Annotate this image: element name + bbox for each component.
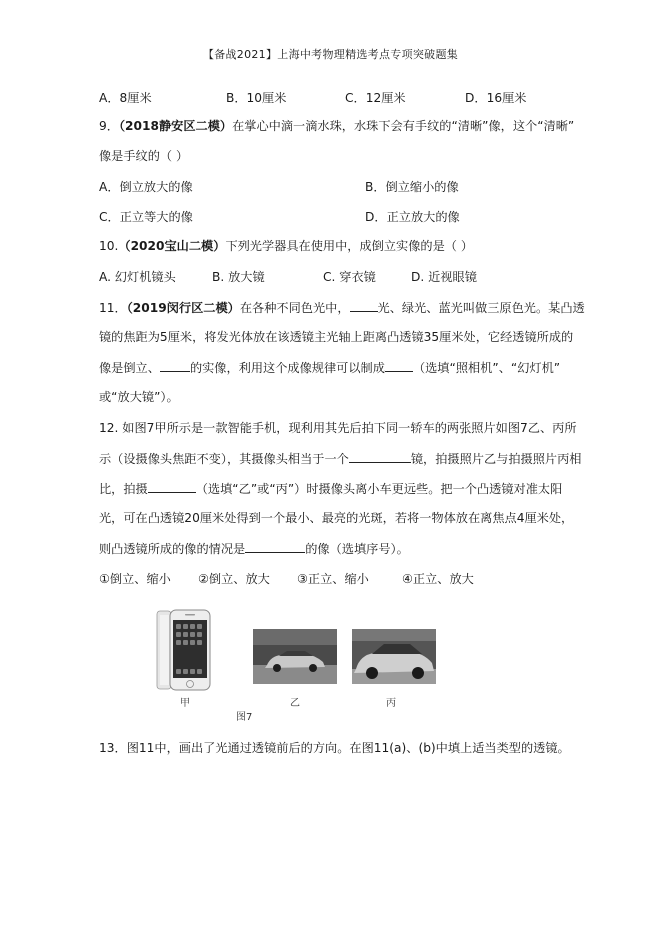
q11-line-1 (99, 299, 585, 316)
q10-option-b: B. 放大镜 (212, 270, 265, 284)
q12-choice-3: ③正立、缩小 (297, 572, 369, 586)
q11-line-3 (99, 359, 560, 376)
q9-line-2: 像是手纹的（ ） (99, 149, 189, 163)
figure-label-jia: 甲 (180, 698, 190, 709)
q12-choice-2: ②倒立、放大 (198, 572, 270, 586)
q11-line-4: 或“放大镜”）。 (99, 390, 179, 404)
smartphone-image (156, 609, 214, 691)
q11-number: 11． (99, 301, 127, 315)
q12-text-3a: 比，拍摄 (99, 482, 148, 496)
q8-option-c: C．12厘米 (345, 91, 406, 105)
q11-text-1a: 在各种不同色光中， (239, 301, 350, 315)
q11-text-3a: 像是倒立、 (99, 361, 160, 375)
figure-label-bing: 丙 (386, 698, 396, 709)
q10-line (99, 238, 473, 254)
q11-text-3c: （选填“照相机”、“幻灯机” (412, 361, 561, 375)
q10-option-d: D. 近视眼镜 (411, 270, 477, 284)
q12-choice-4: ④正立、放大 (402, 572, 474, 586)
q9-option-b: B．倒立缩小的像 (365, 180, 459, 194)
q12-text-5b: 的像（选填序号）。 (305, 542, 409, 556)
q13-line: 13．图11中，画出了光通过透镜前后的方向。在图11(a)、(b)中填上适当类型的透镜。 (99, 741, 570, 755)
car-photo-yi (253, 629, 337, 684)
q12-text-2b: 镜，拍摄照片乙与拍摄照片丙相 (410, 452, 582, 466)
q10-option-a: A. 幻灯机镜头 (99, 270, 176, 284)
q9-text-1: 在掌心中滴一滴水珠，水珠下会有手纹的“清晰”像，这个“清晰” (232, 119, 575, 133)
q11-line-2: 镜的焦距为5厘米，将发光体放在该透镜主光轴上距离凸透镜35厘米处，它经透镜所成的 (99, 330, 574, 344)
q12-text-3b: （选填“乙”或“丙”）时摄像头离小车更远些。把一个凸透镜对准太阳 (195, 482, 563, 496)
q12-choice-1: ①倒立、缩小 (99, 572, 171, 586)
q12-text-2a: 示（设摄像头焦距不变），其摄像头相当于一个 (99, 452, 349, 466)
q10-number: 10. (99, 239, 119, 253)
q9-option-a: A．倒立放大的像 (99, 180, 193, 194)
q9-line-1 (99, 118, 574, 134)
q8-option-b: B．10厘米 (226, 91, 287, 105)
q10-option-c: C. 穿衣镜 (323, 270, 376, 284)
q11-blank-3[interactable] (385, 359, 413, 372)
q12-line-4: 光，可在凸透镜20厘米处得到一个最小、最亮的光斑，若将一物体放在离焦点4厘米处， (99, 511, 574, 525)
q9-option-c: C．正立等大的像 (99, 210, 193, 224)
q8-option-d: D．16厘米 (465, 91, 527, 105)
q10-source: （2020宝山二模） (118, 239, 226, 253)
q12-blank-2[interactable] (148, 480, 196, 493)
q12-line-2 (99, 450, 581, 467)
q8-option-a: A．8厘米 (99, 91, 152, 105)
q12-line-1: 12. 如图7甲所示是一款智能手机，现利用其先后拍下同一轿车的两张照片如图7乙、丙所 (99, 421, 577, 435)
q12-line-3 (99, 480, 562, 497)
q10-text: 下列光学器具在使用中，成倒立实像的是（ ） (225, 239, 474, 253)
q9-option-d: D．正立放大的像 (365, 210, 460, 224)
q12-line-5 (99, 540, 409, 557)
q12-blank-3[interactable] (245, 540, 305, 553)
q9-number: 9． (99, 119, 119, 133)
q11-blank-1[interactable] (350, 299, 378, 312)
car-photo-bing (352, 629, 436, 684)
q12-text-5a: 则凸透镜所成的像的情况是 (99, 542, 246, 556)
figure-label-yi: 乙 (290, 698, 300, 709)
q11-blank-2[interactable] (160, 359, 190, 372)
q11-text-1b: 光、绿光、蓝光叫做三原色光。某凸透 (377, 301, 585, 315)
q11-source: （2019闵行区二模） (126, 301, 240, 315)
q11-text-3b: 的实像，利用这个成像规律可以制成 (189, 361, 385, 375)
page-header: 【备战2021】上海中考物理精选考点专项突破题集 (202, 48, 459, 61)
q9-source: （2018静安区二模） (118, 119, 233, 133)
q12-blank-1[interactable] (349, 450, 411, 463)
figure-caption: 图7 (236, 712, 253, 723)
